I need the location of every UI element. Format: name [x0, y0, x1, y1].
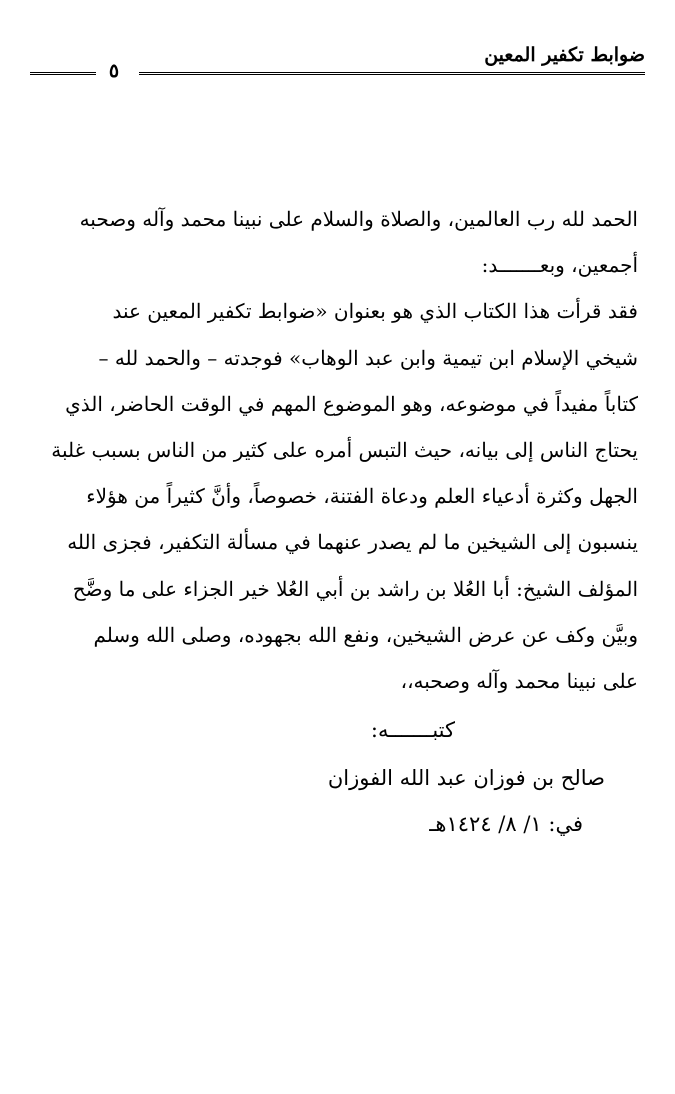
- body-line: أجمعين، وبعـــــــد:: [481, 253, 638, 278]
- body-line: على نبينا محمد وآله وصحبه،،: [400, 668, 638, 693]
- running-header-title: ضوابط تكفير المعين: [484, 44, 645, 66]
- body-paragraph: [33, 196, 638, 704]
- body-line: الجهل وكثرة أدعياء العلم ودعاة الفتنة، خصوصاً، وأنَّ كثيراً من هؤلاء: [86, 484, 638, 509]
- body-line: المؤلف الشيخ: أبا العُلا بن راشد بن أبي العُلا خير الجزاء على ما وضَّح: [72, 576, 638, 601]
- body-line: الحمد لله رب العالمين، والصلاة والسلام على نبينا محمد وآله وصحبه: [79, 207, 638, 231]
- body-line: فقد قرأت هذا الكتاب الذي هو بعنوان «ضوابط تكفير المعين عند: [112, 299, 638, 324]
- header-rule-right: [139, 72, 645, 75]
- header-rule-left: [30, 72, 96, 75]
- body-line: شيخي الإسلام ابن تيمية وابن عبد الوهاب» فوجدته – والحمد لله –: [98, 345, 638, 370]
- body-line: كتاباً مفيداً في موضوعه، وهو الموضوع المهم في الوقت الحاضر، الذي: [65, 391, 638, 416]
- signature-label: كتبـــــــه:: [370, 718, 455, 742]
- page-number: ٥: [103, 60, 125, 82]
- body-line: ينسبون إلى الشيخين ما لم يصدر عنهما في مسألة التكفير، فجزى الله: [67, 530, 638, 555]
- signature-name: صالح بن فوزان عبد الله الفوزان: [327, 766, 605, 790]
- body-line: وبيَّن وكف عن عرض الشيخين، ونفع الله بجهوده، وصلى الله وسلم: [93, 622, 638, 647]
- signature-date: في: ١/ ٨/ ١٤٢٤هـ: [429, 812, 583, 836]
- body-line: يحتاج الناس إلى بيانه، حيث التبس أمره على كثير من الناس بسبب غلبة: [51, 437, 638, 462]
- signature-block: [205, 706, 605, 846]
